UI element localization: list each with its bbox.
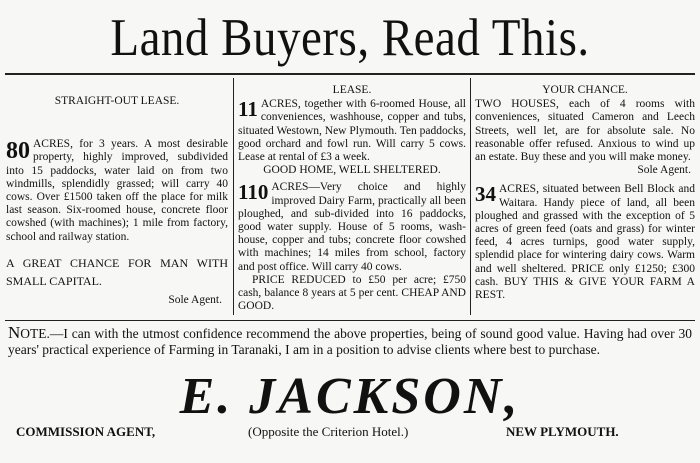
- col3-acre-number: 34: [475, 182, 496, 207]
- col3-sign: Sole Agent.: [637, 164, 691, 177]
- column-divider-1: [233, 78, 234, 315]
- column-lease: [238, 84, 466, 313]
- col2-acre-number-2: 110: [238, 180, 269, 205]
- footer-town: NEW PLYMOUTH.: [506, 424, 619, 439]
- headline: Land Buyers, Read This.: [110, 8, 590, 68]
- col2-acre-number-1: 11: [238, 97, 258, 122]
- col1-sign: Sole Agent.: [168, 293, 222, 306]
- col3-listing: [475, 183, 695, 302]
- note-rule: [5, 320, 695, 321]
- top-rule: [5, 73, 695, 75]
- column-divider-2: [470, 78, 471, 315]
- recommendation-note: [8, 325, 692, 358]
- col2-listing-1: [238, 98, 466, 164]
- col2-heading: LEASE.: [332, 84, 372, 96]
- col1-chance: A GREAT CHANCE FOR MAN WITH SMALL CAPITAL.: [6, 255, 228, 288]
- col2-body-1: ACRES, together with 6-roomed House, all conveniences, washhouse, copper and tubs, situated Westown, New Plymouth. Ten paddocks, good orchard and fowl run. Will carry 5 cows. Lease at rental of £3 a week.: [238, 98, 466, 164]
- col1-body: ACRES, for 3 years. A most desirable property, highly improved, subdivided into 15 paddocks, water laid on from two windmills, splendidly grassed; will carry 40 cows. Over £1500 taken off the place for milk last season. Six-roomed house, concrete floor cowshed (with machines); 1 mile from factory, school and railway station.: [6, 138, 228, 243]
- col3-body-2: ACRES, situated between Bell Block and Waitara. Handy piece of land, all been ploughed and grassed with the exception of 5 acres of green feed (oats and grass) for winter feed, 4 acres turnips, good water supply, splendid place for wintering dairy cows. Warm and well sheltered. PRICE only £1250; £300 cash. BUY THIS & GIVE YOUR FARM A REST.: [475, 183, 695, 302]
- agent-name: E. JACKSON,: [179, 368, 521, 425]
- col1-listing: [6, 138, 228, 244]
- footer-commission-agent: COMMISSION AGENT,: [16, 424, 156, 439]
- note-initial: N: [8, 323, 21, 342]
- footer-address: (Opposite the Criterion Hotel.): [248, 424, 409, 439]
- col1-heading: STRAIGHT-OUT LEASE.: [54, 95, 180, 107]
- col2-listing-2: [238, 181, 466, 273]
- column-straight-out-lease: [6, 95, 228, 307]
- col2-good-home: GOOD HOME, WELL SHELTERED.: [263, 164, 441, 177]
- column-your-chance: [475, 84, 695, 302]
- col1-acre-number: 80: [6, 138, 30, 165]
- col3-heading: YOUR CHANCE.: [542, 84, 628, 96]
- col2-body-2: ACRES—Very choice and highly improved Dairy Farm, practically all been ploughed, and sub-divided into 16 paddocks, good water supply. House of 5 rooms, wash-house, copper and tubs; concrete floor cowshed with machines; 14 miles from school, factory and post office. Will carry 40 cows.: [238, 181, 466, 273]
- col2-price: PRICE REDUCED to £50 per acre; £750 cash, balance 8 years at 5 per cent. CHEAP AND GOOD.: [238, 273, 466, 313]
- note-text: OTE.—I can with the utmost confidence recommend the above properties, being of sound good value. Having had over 30 years' practical experience of Farming in Taranaki, I am in a position to advise clients where best to purchase.: [8, 326, 692, 358]
- col3-body-1: TWO HOUSES, each of 4 rooms with conveniences, situated Cameron and Leech Streets, well let, are for absolute sale. No reasonable offer refused. Anxious to wind up an estate. Buy these and you will make money.: [475, 98, 695, 164]
